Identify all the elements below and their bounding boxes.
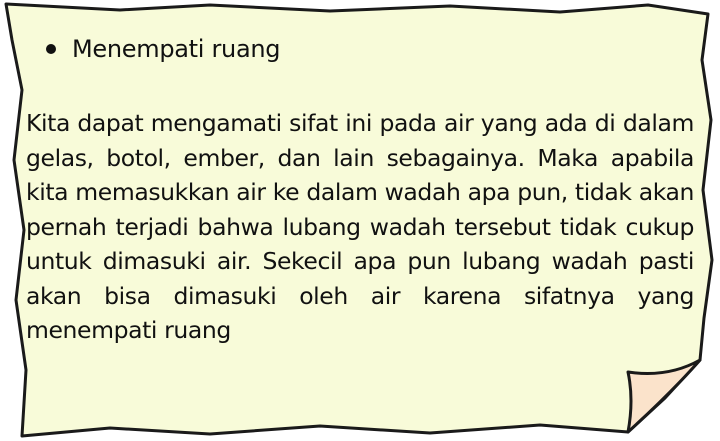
bullet-dot-icon [46,44,56,54]
bullet-text: Menempati ruang [72,35,281,63]
bullet-item [46,34,694,64]
body-paragraph: Kita dapat mengamati sifat ini pada air yang ada di dalam gelas, botol, ember, dan lain sebagainya. Maka apabila kita memasukkan air ke dalam wadah apa pun, tidak akan pernah terjadi bahwa lubang wadah tersebut tidak cukup untuk dimasuki air. Sekecil apa pun lubang wadah pasti akan bisa dimasuki oleh air karena sifatnya yang menempati ruang [26,109,694,344]
note-content [26,34,694,348]
